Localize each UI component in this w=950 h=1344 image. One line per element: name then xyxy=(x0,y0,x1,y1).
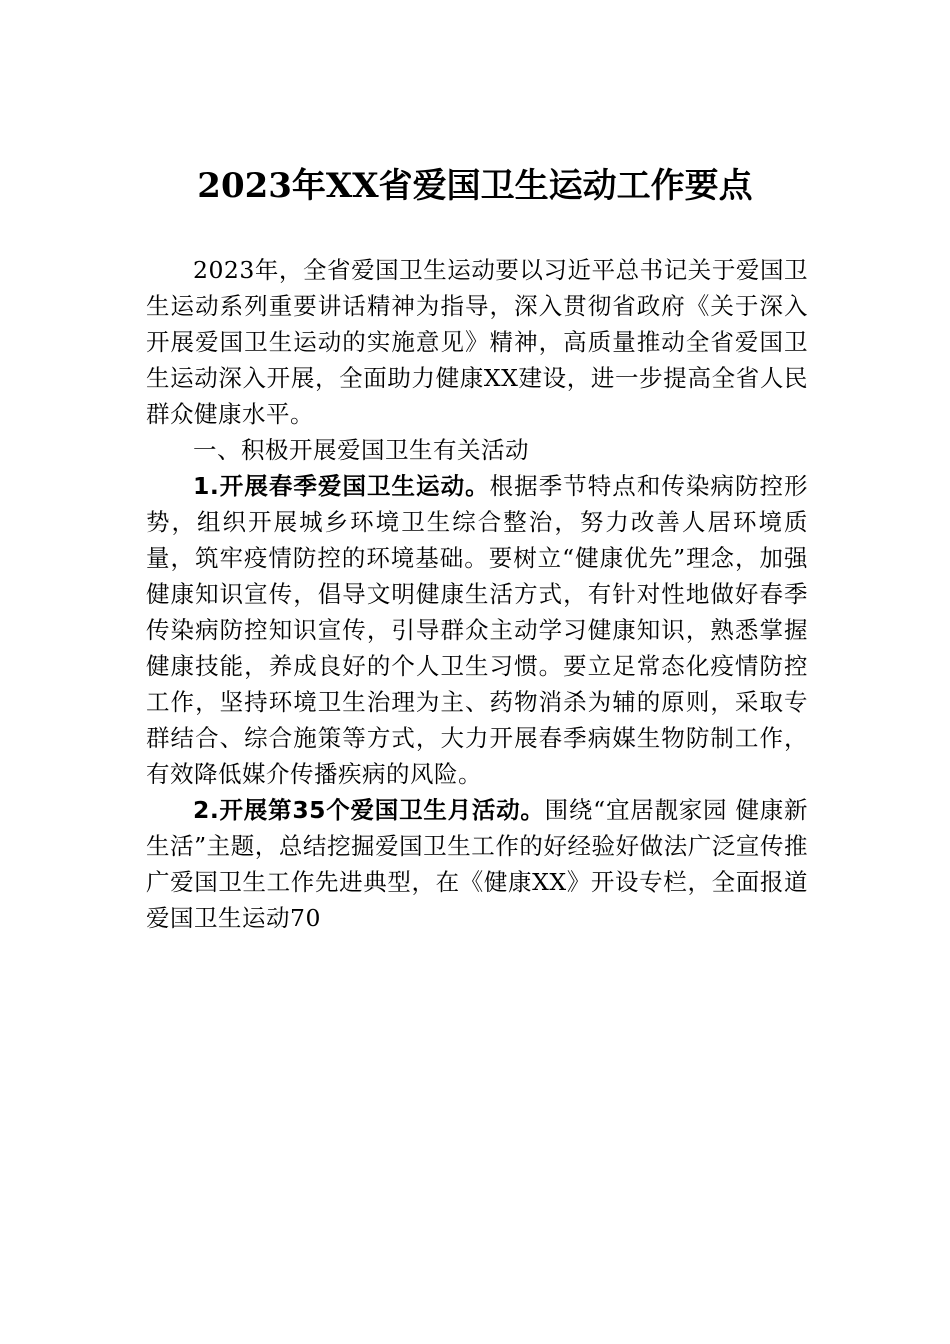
document-title: 2023年XX省爱国卫生运动工作要点 xyxy=(197,166,753,206)
item-2-paragraph xyxy=(146,792,808,936)
item-1-lead: 1.开展春季爱国卫生运动。 xyxy=(193,472,490,500)
document-body xyxy=(146,252,808,936)
item-2-lead: 2.开展第35个爱国卫生月活动。 xyxy=(193,796,545,824)
item-1-text: 根据季节特点和传染病防控形势，组织开展城乡环境卫生综合整治，努力改善人居环境质量，筑牢疫情防控的环境基础。要树立“健康优先”理念，加强健康知识宣传，倡导文明健康生活方式，有针对性地做好春季传染病防控知识宣传，引导群众主动学习健康知识，熟悉掌握健康技能，养成良好的个人卫生习惯。要立足常态化疫情防控工作，坚持环境卫生治理为主、药物消杀为辅的原则，采取专群结合、综合施策等方式，大力开展春季病媒生物防制工作，有效降低媒介传播疾病的风险。 xyxy=(146,472,808,788)
section-heading: 一、积极开展爱国卫生有关活动 xyxy=(193,436,529,464)
intro-paragraph: 2023年，全省爱国卫生运动要以习近平总书记关于爱国卫生运动系列重要讲话精神为指导，深入贯彻省政府《关于深入开展爱国卫生运动的实施意见》精神，高质量推动全省爱国卫生运动深入开展，全面助力健康XX建设，进一步提高全省人民群众健康水平。 xyxy=(146,256,808,428)
item-2-text: 围绕“宜居靓家园 健康新生活”主题，总结挖掘爱国卫生工作的好经验好做法广泛宣传推广爱国卫生工作先进典型，在《健康XX》开设专栏，全面报道爱国卫生运动70 xyxy=(146,796,808,932)
item-1-paragraph xyxy=(146,468,808,792)
